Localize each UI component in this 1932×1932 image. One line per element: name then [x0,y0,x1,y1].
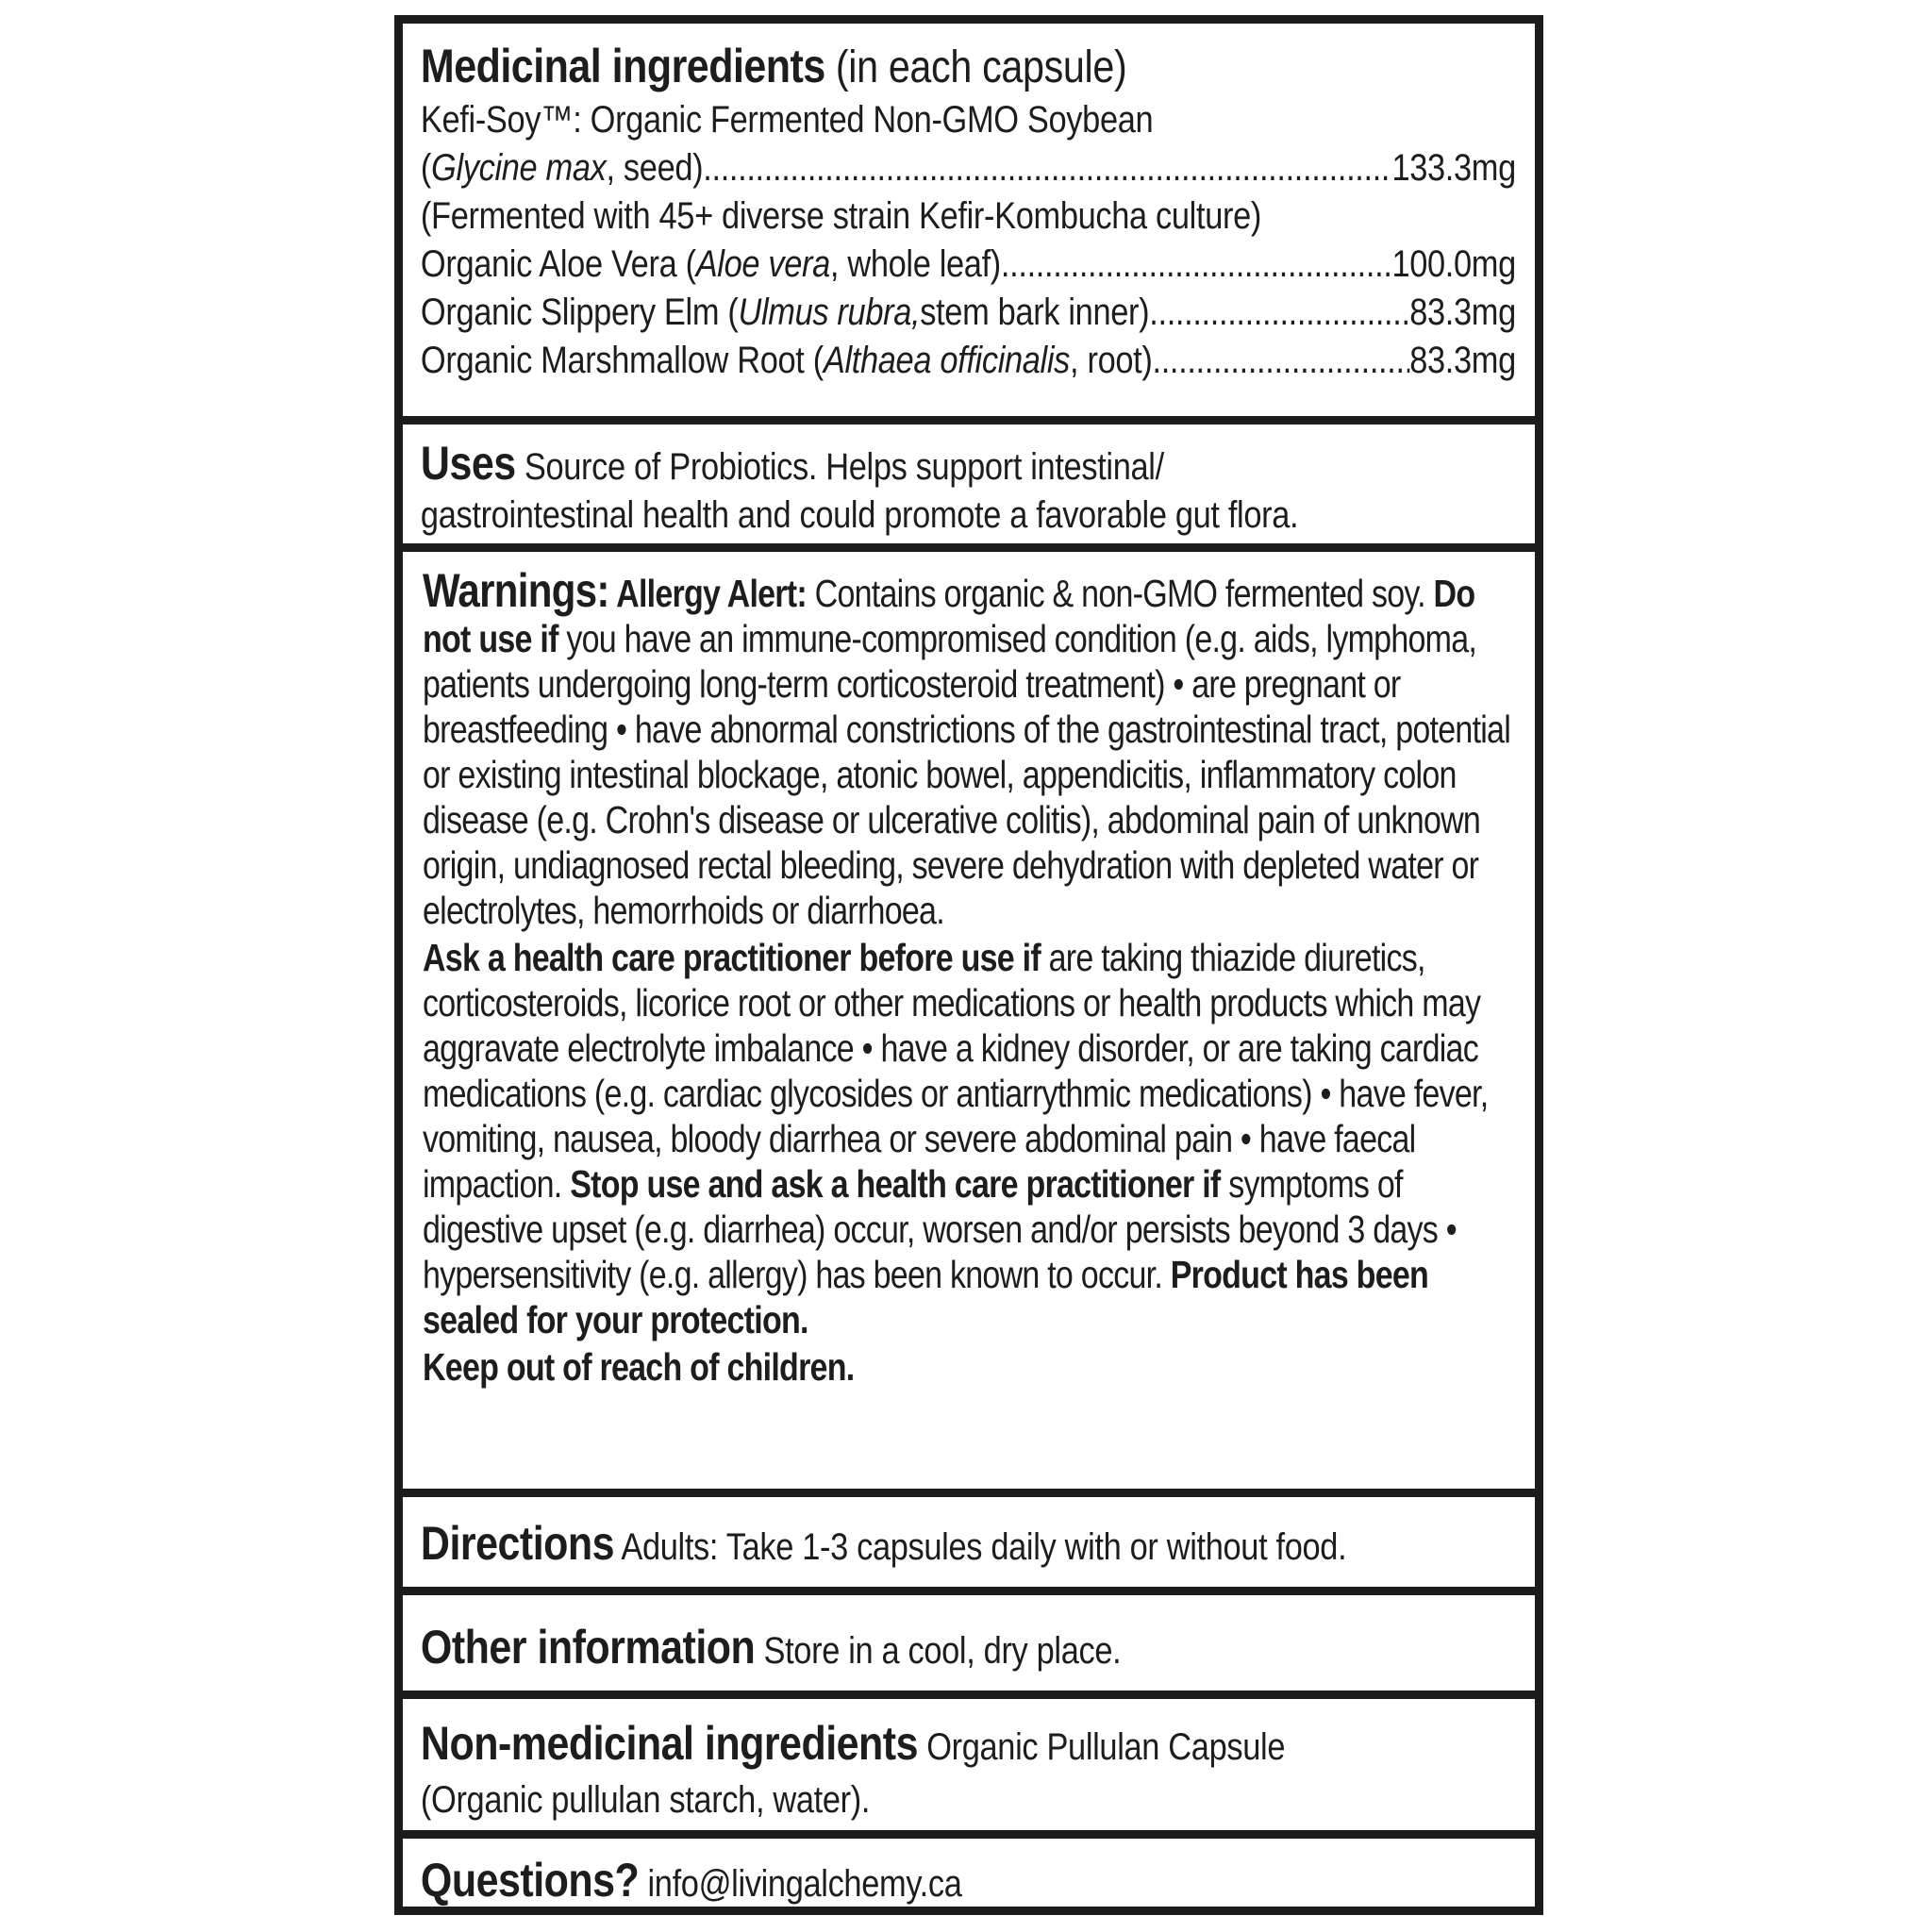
do-not-use-text: you have an immune-compromised condition (e.g. aids, lymphoma, patients undergoing long-term corticosteroid treatment) • are pregnant or breastfeeding • have abnormal constrictions of the gastrointestinal tract, potential or existing intestinal blockage, atonic bowel, appendicitis, inflammatory colon disease (e.g. Crohn's disease or ulcerative colitis), abdominal pain of unknown origin, undiagnosed rectal bleeding, severe dehydration with depleted water or electrolytes, hemorrhoids or diarrhoea. [423,617,1511,932]
sealed-notice: Product has been sealed for your protection. [423,1253,1429,1341]
non-medicinal-text-1: Organic Pullulan Capsule [917,1726,1286,1768]
uses-text-2: gastrointestinal health and could promote a favorable gut flora. [420,494,1299,536]
slippery-elm-amount: 83.3mg [1409,291,1516,333]
marshmallow-root-latin: Althaea officinalis [823,340,1071,381]
directions-section [403,1517,1532,1572]
kefi-soy-note: (Fermented with 45+ diverse strain Kefir-Kombucha culture) [420,195,1262,237]
keep-out-of-reach: Keep out of reach of children. [423,1345,855,1389]
allergy-alert-text: Contains organic & non-GMO fermented soy. [806,572,1434,615]
marshmallow-root-part: , root) [1070,340,1153,381]
warnings-section [403,564,1535,1390]
kefi-soy-part: , seed) [606,147,704,189]
directions-text: Adults: Take 1-3 capsules daily with or without food. [614,1526,1347,1568]
non-medicinal-section [403,1717,1532,1826]
ask-practitioner-text: are taking thiazide diuretics, corticosteroids, licorice root or other medications or health products which may aggravate electrolyte imbalance • have a kidney disorder, or are taking cardiac medications (e.g. cardiac glycosides or antiarrythmic medications) • have fever, vomiting, nausea, bloody diarrhea or severe abdominal pain • have faecal impaction. [423,936,1489,1206]
ask-practitioner-label: Ask a health care practitioner before use if [423,936,1041,979]
ingredient-row-aloe-vera [421,241,1516,289]
kefi-soy-latin: Glycine max [431,147,607,189]
dot-leader [1001,241,1392,289]
medicinal-heading: Medicinal ingredients [420,40,825,92]
ingredient-row-marshmallow-root [421,337,1516,385]
warnings-paragraph-1 [423,564,1519,933]
marshmallow-root-amount: 83.3mg [1409,340,1516,381]
uses-text-1: Source of Probiotics. Helps support intestinal/ [515,446,1164,488]
directions-line [420,1517,1516,1572]
warnings-paragraph-2 [423,935,1519,1342]
allergy-alert-label: Allergy Alert: [608,572,807,615]
stop-use-text: symptoms of digestive upset (e.g. diarrhea) occur, worsen and/or persists beyond 3 days • hypersensitivity (e.g. allergy) has been known to occur. [423,1162,1457,1296]
section-divider [403,1830,1535,1839]
section-divider [403,543,1535,552]
slippery-elm-part: stem bark inner) [920,291,1150,333]
do-not-use-label: Do not use if [423,572,1475,660]
section-divider [403,1690,1535,1699]
medicinal-ingredients-section [403,42,1532,420]
slippery-elm-latin: Ulmus rubra, [738,291,921,333]
medicinal-heading-line [421,42,1516,94]
warnings-heading: Warnings: [423,564,609,617]
kefi-soy-name: Kefi-Soy™: Organic Fermented Non-GMO Soybean [420,99,1154,141]
uses-section [403,437,1532,540]
supplement-facts-label [394,15,1543,1915]
other-information-section [403,1621,1532,1675]
ingredient-row-kefi-soy [421,144,1516,192]
kefi-soy-open: ( [420,147,432,189]
aloe-vera-part: , whole leaf) [829,243,1001,285]
slippery-elm-name: Organic Slippery Elm ( [420,291,739,333]
non-medicinal-heading: Non-medicinal ingredients [420,1717,918,1770]
other-information-line [420,1621,1516,1675]
questions-section [403,1854,1532,1908]
questions-line [420,1854,1516,1908]
non-medicinal-text-2: (Organic pullulan starch, water). [420,1779,871,1821]
section-divider [403,1587,1535,1595]
aloe-vera-name: Organic Aloe Vera ( [420,243,696,285]
other-information-heading: Other information [420,1621,756,1674]
uses-line-1 [420,437,1516,491]
dot-leader [1152,337,1409,385]
section-divider [403,1489,1535,1497]
kefi-soy-amount: 133.3mg [1391,147,1516,189]
stop-use-label: Stop use and ask a health care practitioner if [570,1162,1221,1206]
marshmallow-root-name: Organic Marshmallow Root ( [420,340,824,381]
other-information-text: Store in a cool, dry place. [755,1630,1122,1672]
non-medicinal-line-1 [421,1717,1516,1774]
aloe-vera-amount: 100.0mg [1391,243,1516,285]
aloe-vera-latin: Aloe vera [695,243,830,285]
uses-heading: Uses [420,437,516,490]
contact-email[interactable]: info@livingalchemy.ca [639,1863,962,1905]
questions-heading: Questions? [420,1854,640,1907]
dot-leader [703,144,1391,192]
ingredient-row-slippery-elm [421,289,1516,337]
dot-leader [1149,289,1409,337]
section-divider [403,416,1535,425]
medicinal-heading-note: (in each capsule) [824,42,1127,92]
directions-heading: Directions [420,1517,615,1570]
